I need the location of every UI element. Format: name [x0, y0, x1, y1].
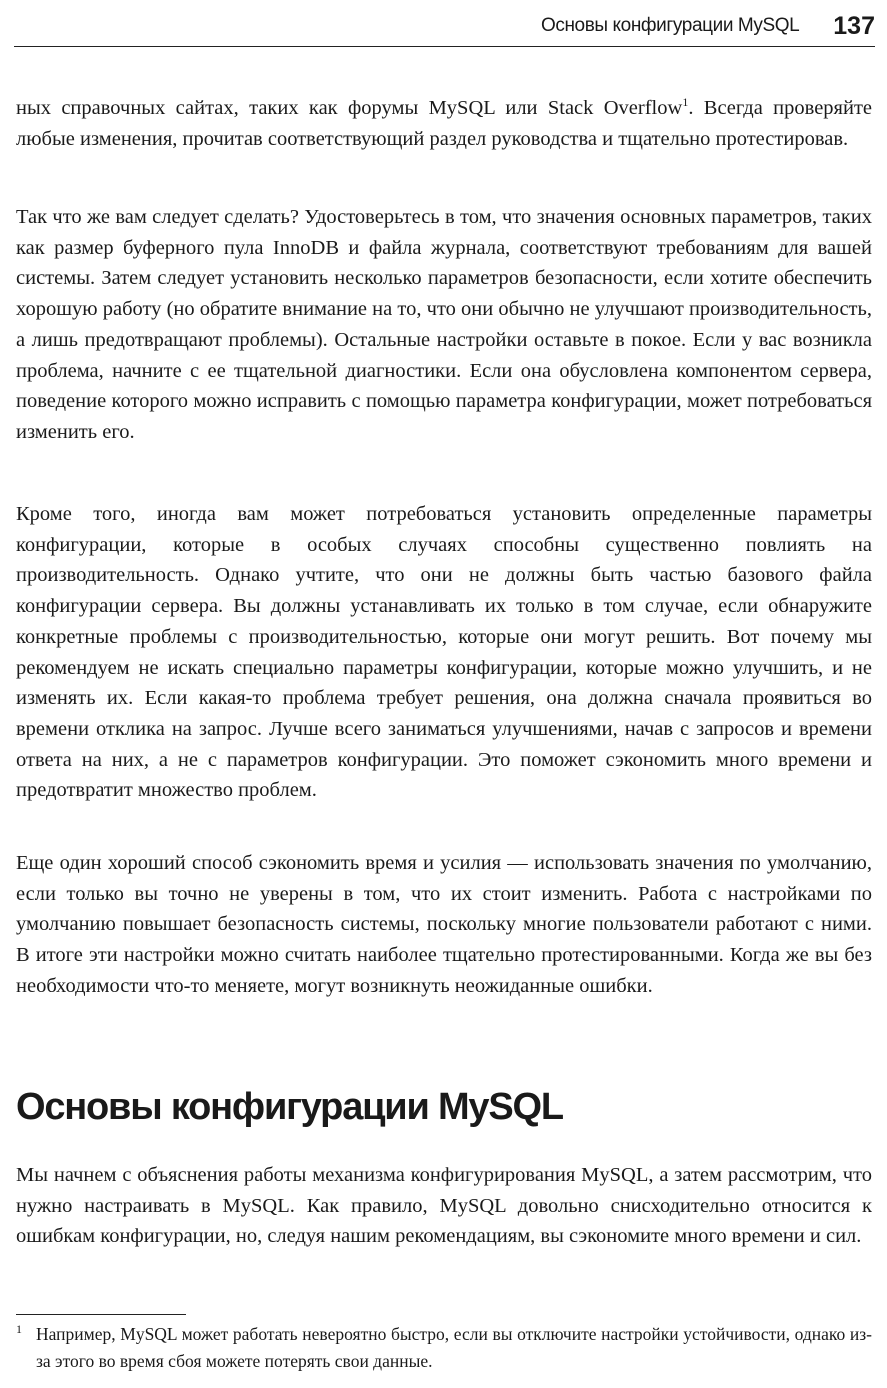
paragraph-text: Мы начнем с объяснения работы механизма конфигурирования MySQL, а затем рассмотрим, что нужно настраивать в MySQL. Как правило, MySQL довольно снисходительно относится к ошибкам конфигурации, но, следуя нашим рекомендациям, вы сэкономите много времени и сил. — [16, 1164, 872, 1248]
paragraph-text: . Всегда проверяйте любые изменения, прочитав соответствующий раздел руководства и тщательно протестировав. — [16, 97, 872, 150]
footnote-reference: 1 — [682, 95, 689, 110]
paragraph — [16, 202, 872, 448]
section-heading: Основы конфигурации MySQL — [16, 1086, 563, 1128]
footnote-text: Например, MySQL может работать невероятно быстро, если вы отключите настройки устойчивости, однако из-за этого во время сбоя можете потерять свои данные. — [36, 1324, 872, 1371]
page-number: 137 — [833, 11, 875, 40]
running-header — [14, 6, 875, 47]
paragraph-text: Кроме того, иногда вам может потребоваться установить определенные параметры конфигурации, которые в особых случаях способны существенно повлиять на производительность. Однако учтите, что они не должны быть частью базового файла конфигурации сервера. Вы должны устанавливать их только в том случае, если обнаружите конкретные проблемы с производительностью, которые они могут решить. Вот почему мы рекомендуем не искать специально параметры конфигурации, которые можно улучшить, и не изменять их. Если какая-то проблема требует решения, она должна сначала проявиться во времени отклика на запрос. Лучше всего заниматься улучшениями, начав с запросов и времени ответа на них, а не с параметров конфигурации. Это поможет сэкономить много времени и предотвратит множество проблем. — [16, 503, 872, 802]
paragraph-text: Так что же вам следует сделать? Удостоверьтесь в том, что значения основных параметров, таких как размер буферного пула InnoDB и файла журнала, соответствуют требованиям для вашей системы. Затем следует установить несколько параметров безопасности, если хотите обеспечить хорошую работу (но обратите внимание на то, что они обычно не улучшают производительность, а лишь предотвращают проблемы). Остальные настройки оставьте в покое. Если у вас возникла проблема, начните с ее тщательной диагностики. Если она обусловлена компонентом сервера, поведение которого можно исправить с помощью параметра конфигурации, может потребоваться изменить его. — [16, 206, 872, 443]
running-title: Основы конфигурации MySQL — [540, 15, 800, 36]
footnote-divider — [16, 1314, 186, 1315]
paragraph — [16, 848, 872, 1002]
paragraph-text: ных справочных сайтах, таких как форумы MySQL или Stack Overflow — [16, 97, 683, 119]
footnote — [16, 1321, 872, 1375]
paragraph — [16, 1160, 872, 1252]
paragraph-continuation — [16, 93, 872, 154]
paragraph-text: Еще один хороший способ сэкономить время и усилия — использовать значения по умолчанию, если только вы точно не уверены в том, что их стоит изменить. Работа с настройками по умолчанию повышает безопасность системы, поскольку многие пользователи работают с ними. В итоге эти настройки можно считать наиболее тщательно протестированными. Когда же вы без необходимости что-то меняете, могут возникнуть неожиданные ошибки. — [16, 852, 872, 997]
footnote-marker: 1 — [16, 1322, 22, 1336]
paragraph — [16, 499, 872, 806]
